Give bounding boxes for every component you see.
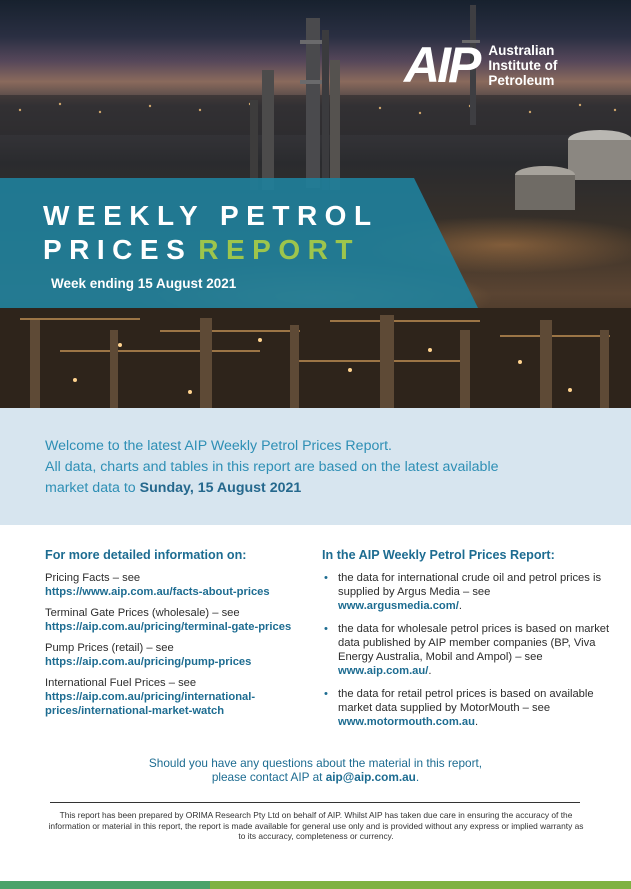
footer-bar [0, 881, 631, 889]
info-item-pricing-facts [45, 571, 315, 599]
welcome-line3-prefix: market data to [45, 480, 136, 496]
info-item-pump-prices [45, 641, 315, 669]
logo-name-line3: Petroleum [488, 72, 555, 88]
bullet-icon: • [324, 623, 328, 635]
link-line1: https://aip.com.au/pricing/international- [45, 691, 256, 703]
aip-logo [404, 37, 558, 93]
contact-note [0, 756, 631, 784]
info-item-terminal-gate [45, 606, 315, 634]
report-title-line2 [43, 236, 360, 264]
list-item [322, 622, 612, 678]
international-prices-link[interactable] [45, 691, 255, 717]
welcome-line3 [45, 478, 631, 499]
contact-prefix: please contact AIP at [211, 770, 323, 784]
list-item-suffix: . [458, 600, 462, 612]
more-info-column [45, 548, 315, 725]
info-label: Pump Prices (retail) – see [45, 642, 174, 654]
motormouth-link[interactable]: www.motormouth.com.au [338, 716, 475, 728]
info-label: International Fuel Prices – see [45, 677, 197, 689]
link-line2: prices/international-market-watch [45, 705, 225, 717]
aip-website-link[interactable]: www.aip.com.au/ [338, 665, 429, 677]
bullet-icon: • [324, 572, 328, 584]
report-title-line1: WEEKLY PETROL [43, 200, 379, 231]
week-ending: Week ending 15 August 2021 [51, 276, 237, 291]
contact-suffix: . [415, 770, 420, 784]
logo-name-line1: Australian [488, 42, 555, 58]
contact-email-link[interactable]: aip@aip.com.au [325, 770, 416, 784]
report-contents-column [322, 548, 612, 738]
welcome-line1: Welcome to the latest AIP Weekly Petrol Prices Report. [45, 438, 392, 454]
info-label: Pricing Facts – see [45, 572, 141, 584]
footer-bar-accent [0, 881, 210, 889]
logo-name [488, 43, 557, 88]
contact-line1: Should you have any questions about the material in this report, [148, 756, 483, 770]
list-item-text: the data for wholesale petrol prices is based on market data published by AIP member companies (BP, Viva Energy Australia, Mobil and Ampol) – see [338, 623, 610, 663]
divider [50, 802, 580, 803]
argus-media-link[interactable]: www.argusmedia.com/ [338, 600, 459, 612]
title-word-prices: PRICES [43, 234, 193, 265]
list-item [322, 687, 612, 729]
info-label: Terminal Gate Prices (wholesale) – see [45, 607, 240, 619]
disclaimer: This report has been prepared by ORIMA Research Pty Ltd on behalf of AIP. Whilst AIP has taken due care in ensuring the accuracy of the information or material in this report, the report is made available for general use only and is provided without any express or implied warranty as to its accuracy, completeness or currency. [48, 810, 584, 841]
list-item-suffix: . [474, 716, 479, 728]
contact-line2 [0, 770, 631, 784]
more-info-heading: For more detailed information on: [45, 548, 247, 562]
terminal-gate-link[interactable]: https://aip.com.au/pricing/terminal-gate-prices [45, 621, 292, 633]
report-contents-list [322, 571, 612, 729]
welcome-date: Sunday, 15 August 2021 [139, 480, 302, 496]
hero-image [0, 0, 631, 408]
list-item [322, 571, 612, 613]
logo-mark: AIP [404, 37, 479, 93]
bullet-icon: • [324, 688, 328, 700]
welcome-line2: All data, charts and tables in this report are based on the latest available [45, 459, 499, 475]
list-item-text: the data for international crude oil and petrol prices is supplied by Argus Media – see [338, 572, 602, 598]
list-item-suffix: . [428, 665, 432, 677]
logo-name-line2: Institute of [488, 57, 558, 73]
pump-prices-link[interactable]: https://aip.com.au/pricing/pump-prices [45, 656, 252, 668]
title-word-report: REPORT [198, 234, 360, 265]
welcome-section [0, 408, 631, 525]
list-item-text: the data for retail petrol prices is based on available market data supplied by MotorMouth – see [338, 688, 594, 714]
report-contents-heading: In the AIP Weekly Petrol Prices Report: [322, 548, 555, 562]
info-item-international [45, 676, 315, 718]
pricing-facts-link[interactable]: https://www.aip.com.au/facts-about-prices [45, 586, 270, 598]
